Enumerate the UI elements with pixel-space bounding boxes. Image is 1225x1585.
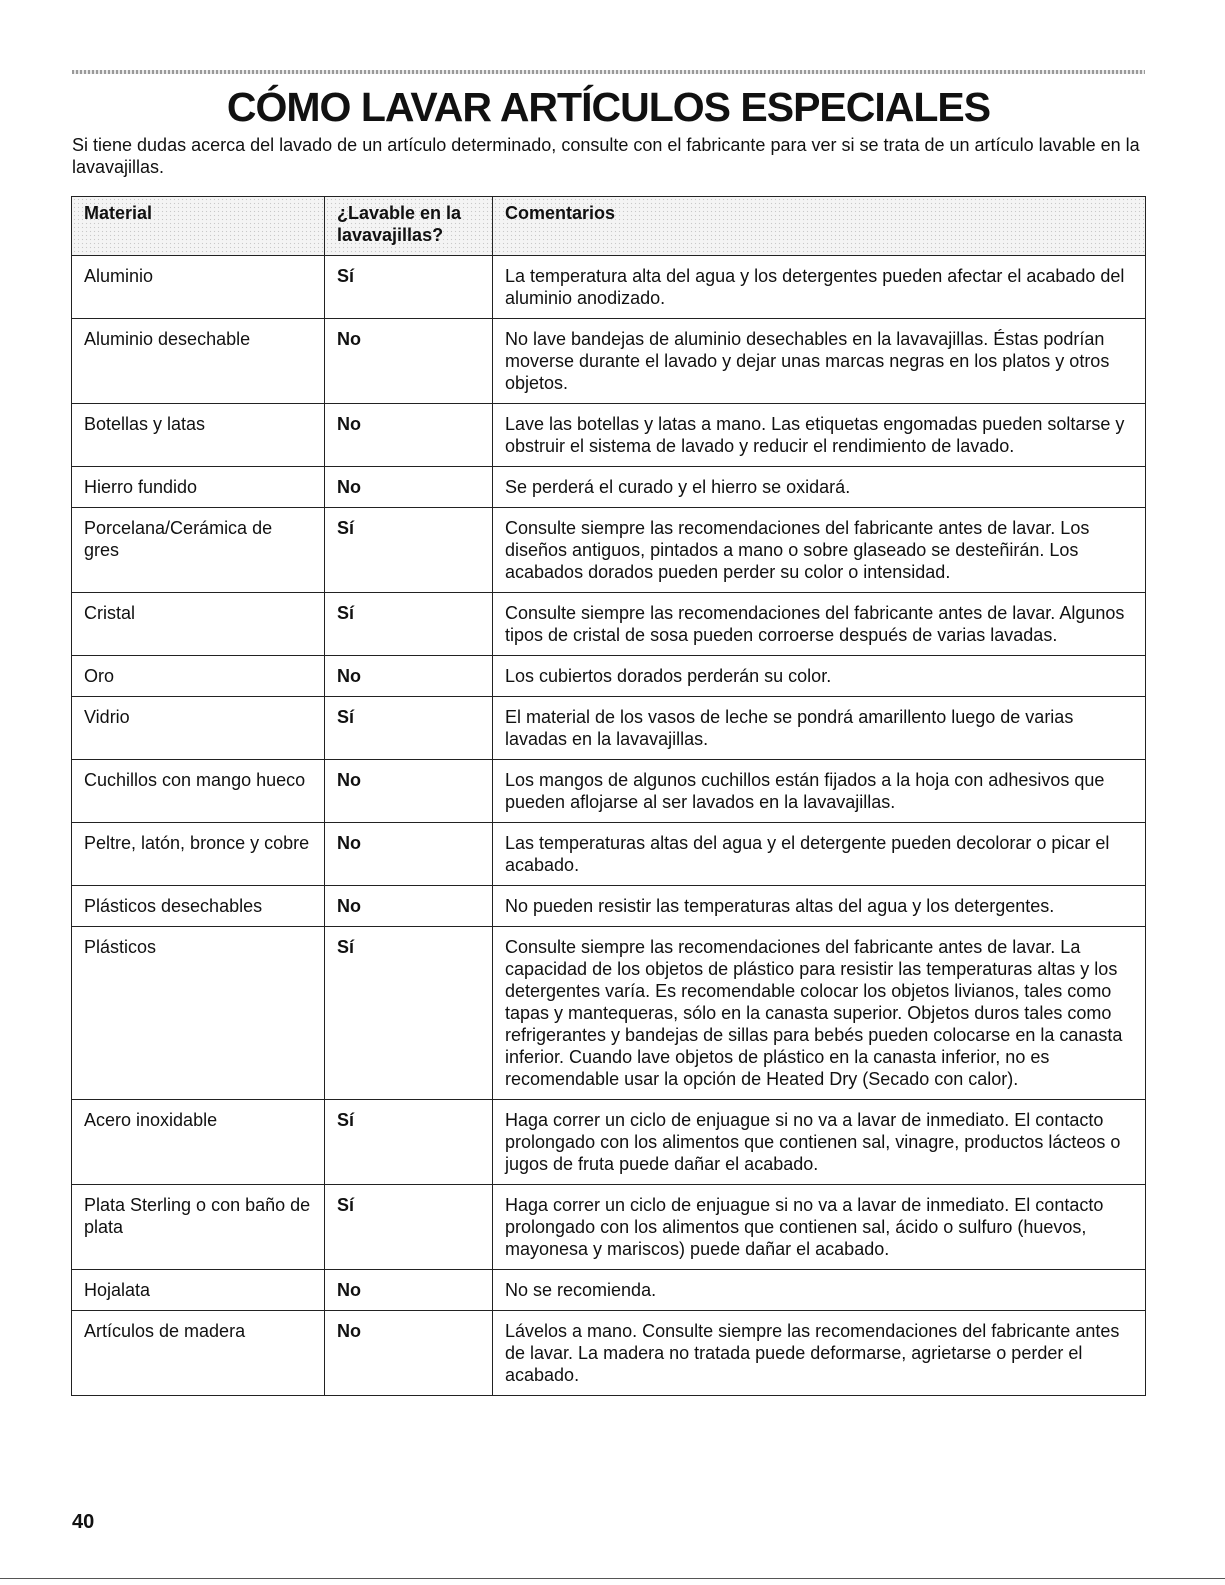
cell-material: Cuchillos con mango hueco [72,760,325,823]
cell-washable: Sí [325,508,493,593]
cell-washable: Sí [325,697,493,760]
intro-paragraph: Si tiene dudas acerca del lavado de un artículo determinado, consulte con el fabricante para ver si se trata de un artículo lavable en la lavavajillas. [72,135,1140,177]
cell-washable: Sí [325,593,493,656]
cell-material: Vidrio [72,697,325,760]
table-row [72,319,1146,404]
header-comments: Comentarios [493,197,1146,256]
cell-comment: Se perderá el curado y el hierro se oxidará. [493,467,1146,508]
table-header-row [72,197,1146,256]
cell-washable: No [325,1270,493,1311]
cell-washable: No [325,467,493,508]
cell-washable: No [325,760,493,823]
table-row [72,508,1146,593]
table-row [72,927,1146,1100]
cell-comment: El material de los vasos de leche se pondrá amarillento luego de varias lavadas en la lavavajillas. [493,697,1146,760]
cell-material: Botellas y latas [72,404,325,467]
table-row [72,823,1146,886]
table-row [72,1100,1146,1185]
cell-washable: No [325,886,493,927]
table-row [72,697,1146,760]
table-row [72,404,1146,467]
cell-comment: Los cubiertos dorados perderán su color. [493,656,1146,697]
cell-washable: No [325,319,493,404]
cell-material: Aluminio desechable [72,319,325,404]
cell-material: Artículos de madera [72,1311,325,1396]
cell-washable: Sí [325,256,493,319]
top-divider [72,70,1145,74]
cell-material: Porcelana/Cerámica de gres [72,508,325,593]
cell-material: Hierro fundido [72,467,325,508]
table-row [72,1185,1146,1270]
cell-material: Aluminio [72,256,325,319]
table-row [72,886,1146,927]
cell-comment: Los mangos de algunos cuchillos están fijados a la hoja con adhesivos que pueden aflojarse al ser lavados en la lavavajillas. [493,760,1146,823]
cell-washable: Sí [325,1100,493,1185]
header-material: Material [72,197,325,256]
cell-comment: Lávelos a mano. Consulte siempre las recomendaciones del fabricante antes de lavar. La madera no tratada puede deformarse, agrietarse o perder el acabado. [493,1311,1146,1396]
cell-material: Plásticos [72,927,325,1100]
cell-comment: No lave bandejas de aluminio desechables en la lavavajillas. Éstas podrían moverse durante el lavado y dejar unas marcas negras en los platos y otros objetos. [493,319,1146,404]
cell-material: Plata Sterling o con baño de plata [72,1185,325,1270]
cell-comment: No se recomienda. [493,1270,1146,1311]
cell-comment: Haga correr un ciclo de enjuague si no va a lavar de inmediato. El contacto prolongado con los alimentos que contienen sal, vinagre, productos lácteos o jugos de fruta puede dañar el acabado. [493,1100,1146,1185]
table-row [72,467,1146,508]
cell-material: Acero inoxidable [72,1100,325,1185]
table-row [72,256,1146,319]
cell-washable: No [325,656,493,697]
cell-material: Peltre, latón, bronce y cobre [72,823,325,886]
cell-comment: Consulte siempre las recomendaciones del fabricante antes de lavar. Algunos tipos de cristal de sosa pueden corroerse después de varias lavadas. [493,593,1146,656]
cell-material: Plásticos desechables [72,886,325,927]
cell-comment: La temperatura alta del agua y los detergentes pueden afectar el acabado del aluminio anodizado. [493,256,1146,319]
table-row [72,760,1146,823]
page-title: CÓMO LAVAR ARTÍCULOS ESPECIALES [226,84,991,130]
cell-comment: Consulte siempre las recomendaciones del fabricante antes de lavar. Los diseños antiguos, pintados a mano o sobre glaseado se desteñirán. Los acabados dorados pueden perder su color o intensidad. [493,508,1146,593]
cell-comment: Haga correr un ciclo de enjuague si no va a lavar de inmediato. El contacto prolongado con los alimentos que contienen sal, ácido o sulfuro (huevos, mayonesa y mariscos) puede dañar el acabado. [493,1185,1146,1270]
table-row [72,593,1146,656]
materials-table [71,196,1146,1396]
cell-washable: No [325,1311,493,1396]
page-number: 40 [72,1511,95,1533]
table-row [72,1270,1146,1311]
cell-material: Cristal [72,593,325,656]
cell-comment: No pueden resistir las temperaturas altas del agua y los detergentes. [493,886,1146,927]
cell-material: Oro [72,656,325,697]
cell-washable: Sí [325,1185,493,1270]
cell-washable: Sí [325,927,493,1100]
cell-comment: Consulte siempre las recomendaciones del fabricante antes de lavar. La capacidad de los objetos de plástico para resistir las temperaturas altas y los detergentes varía. Es recomendable colocar los objetos livianos, tales como tapas y mantequeras, sólo en la canasta superior. Objetos duros tales como refrigerantes y bandejas de sillas para bebés pueden colocarse en la canasta inferior. Cuando lave objetos de plástico en la canasta inferior, no es recomendable usar la opción de Heated Dry (Secado con calor). [493,927,1146,1100]
bottom-divider [0,1578,1225,1579]
cell-washable: No [325,404,493,467]
cell-comment: Lave las botellas y latas a mano. Las etiquetas engomadas pueden soltarse y obstruir el sistema de lavado y reducir el rendimiento de lavado. [493,404,1146,467]
table-row [72,1311,1146,1396]
cell-material: Hojalata [72,1270,325,1311]
cell-washable: No [325,823,493,886]
cell-comment: Las temperaturas altas del agua y el detergente pueden decolorar o picar el acabado. [493,823,1146,886]
table-row [72,656,1146,697]
header-washable: ¿Lavable en la lavavajillas? [325,197,493,256]
